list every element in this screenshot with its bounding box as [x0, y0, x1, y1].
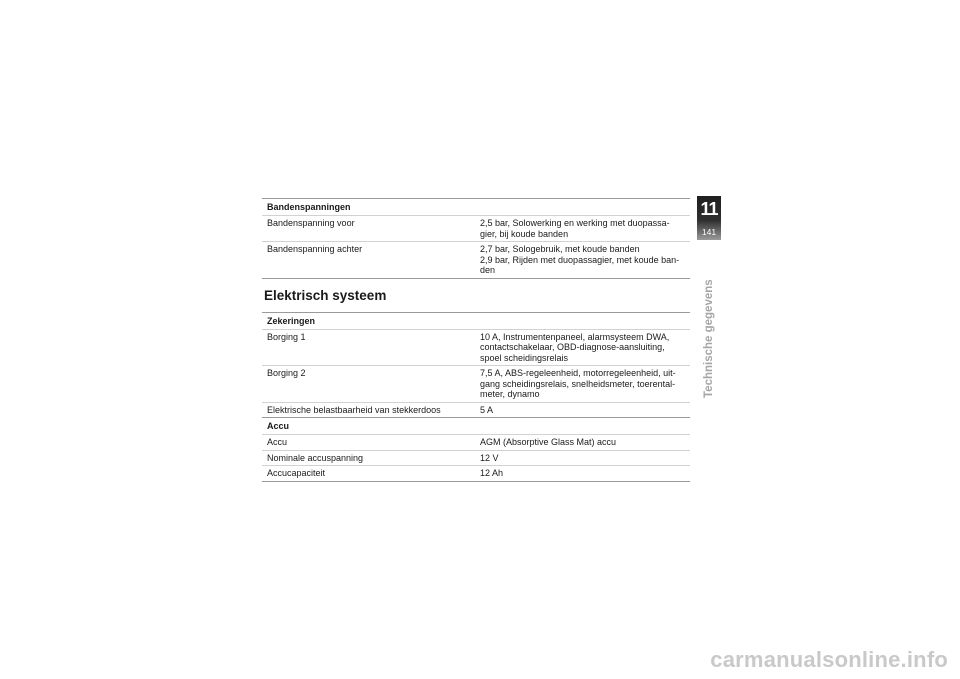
row-label: Nominale accuspanning: [267, 452, 364, 463]
page-number: 141: [701, 227, 717, 237]
row-label: Borging 2: [267, 368, 306, 378]
side-chapter-title: Technische gegevens: [703, 279, 715, 398]
row-value: AGM (Absorptive Glass Mat) accu: [480, 437, 617, 447]
row-label: Elektrische belastbaarheid van stekkerdoos: [267, 404, 441, 415]
electrical-table: [262, 312, 690, 482]
row-label: Bandenspanning voor: [267, 218, 355, 228]
row-label: Accucapaciteit: [267, 468, 326, 478]
row-value: 5 A: [480, 404, 494, 415]
watermark: carmanualsonline.info: [710, 647, 948, 672]
tire-pressure-header: Bandenspanningen: [262, 198, 690, 215]
row-label: Borging 1: [267, 331, 306, 342]
row-label: Bandenspanning achter: [267, 244, 363, 254]
section-title: Elektrisch systeem: [264, 287, 387, 303]
row-value: 10 A, Instrumentenpaneel, alarmsysteem DWA, contactschakelaar, OBD-diagnose-aansluiting, spoel scheidingsrelais: [480, 331, 670, 363]
fuses-header: Zekeringen: [262, 312, 690, 329]
chapter-tab: [697, 196, 721, 240]
chapter-number: 11: [700, 199, 718, 219]
table-row: [262, 450, 690, 466]
table-row: [262, 465, 690, 481]
row-value: 7,5 A, ABS-regeleenheid, motorregeleenheid, uit- gang scheidingsrelais, snelheidsmeter, toerental- meter, dynamo: [480, 368, 676, 399]
tire-pressure-table: [262, 198, 690, 279]
row-value: 2,5 bar, Solowerking en werking met duopassa- gier, bij koude banden: [480, 218, 670, 239]
row-value: 12 Ah: [480, 468, 504, 478]
table-row: [262, 402, 690, 418]
table-row: [262, 434, 690, 450]
row-label: Accu: [267, 437, 288, 447]
table-end-rule: [262, 278, 690, 279]
row-value: 2,7 bar, Sologebruik, met koude banden 2,9 bar, Rijden met duopassagier, met koude ban- den: [480, 244, 680, 275]
row-value: 12 V: [480, 452, 499, 463]
page-content: [262, 198, 690, 482]
table-row: [262, 329, 690, 366]
table-row: [262, 215, 690, 241]
table-row: [262, 365, 690, 402]
table-end-rule: [262, 481, 690, 482]
table-row: [262, 241, 690, 278]
battery-header: Accu: [262, 417, 690, 434]
